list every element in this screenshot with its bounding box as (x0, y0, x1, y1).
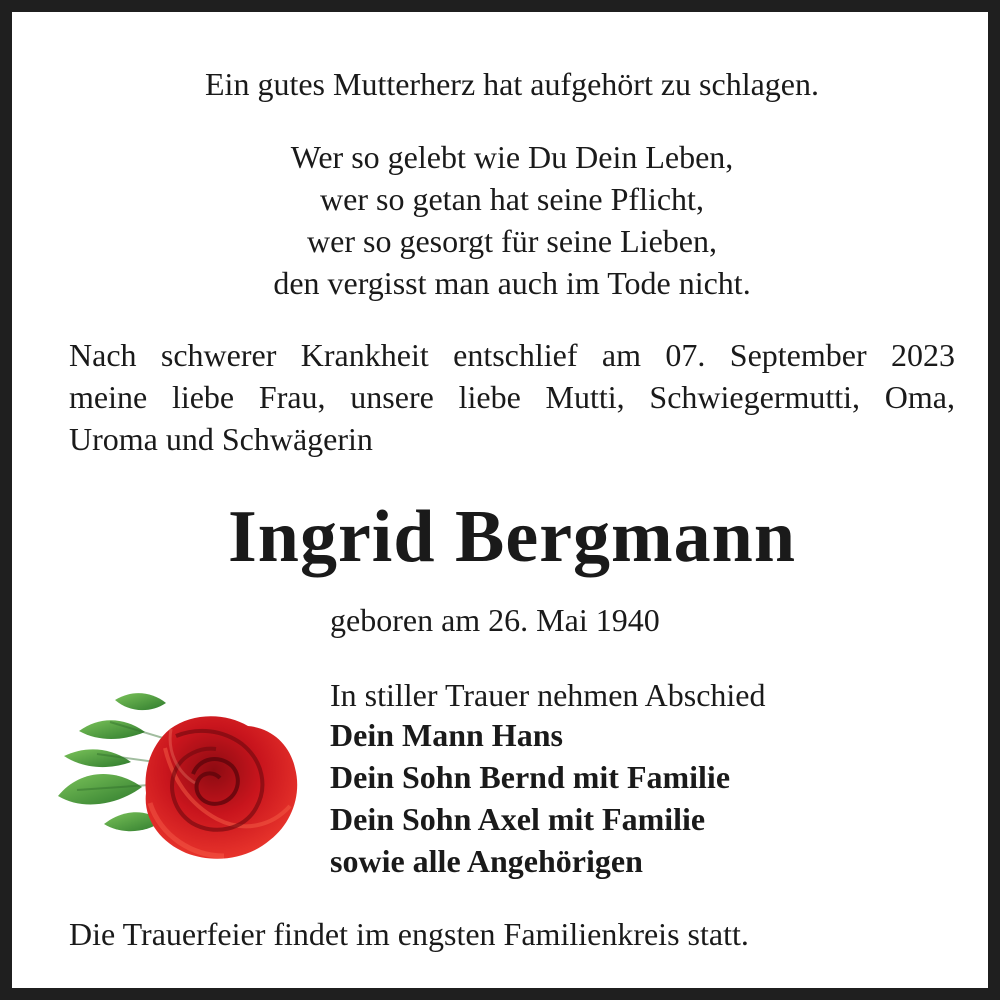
mourners-intro: In stiller Trauer nehmen Abschied (330, 677, 766, 713)
mourner-4: sowie alle Angehörigen (330, 843, 643, 879)
announcement-line-2: meine liebe Frau, unsere liebe Mutti, Schwiegermutti, Oma, (69, 379, 955, 415)
poem-line-4: den vergisst man auch im Tode nicht. (273, 265, 751, 301)
poem-line-2: wer so getan hat seine Pflicht, (320, 181, 704, 217)
poem-line-1: Wer so gelebt wie Du Dein Leben, (290, 139, 734, 175)
rose-bloom (145, 716, 297, 859)
mourner-1: Dein Mann Hans (330, 717, 563, 753)
poem-line-3: wer so gesorgt für seine Lieben, (307, 223, 717, 259)
mourner-2: Dein Sohn Bernd mit Familie (330, 759, 731, 795)
announcement-line-1: Nach schwerer Krankheit entschlief am 07. September 2023 (69, 337, 955, 373)
opening-line: Ein gutes Mutterherz hat aufgehört zu schlagen. (205, 66, 819, 102)
mourner-3: Dein Sohn Axel mit Familie (330, 801, 706, 837)
announcement-line-3: Uroma und Schwägerin (69, 421, 373, 457)
birth-line: geboren am 26. Mai 1940 (330, 602, 660, 638)
deceased-name: Ingrid Bergmann (227, 496, 796, 578)
closing-line: Die Trauerfeier findet im engsten Familienkreis statt. (69, 916, 749, 952)
red-rose-image (52, 682, 307, 877)
